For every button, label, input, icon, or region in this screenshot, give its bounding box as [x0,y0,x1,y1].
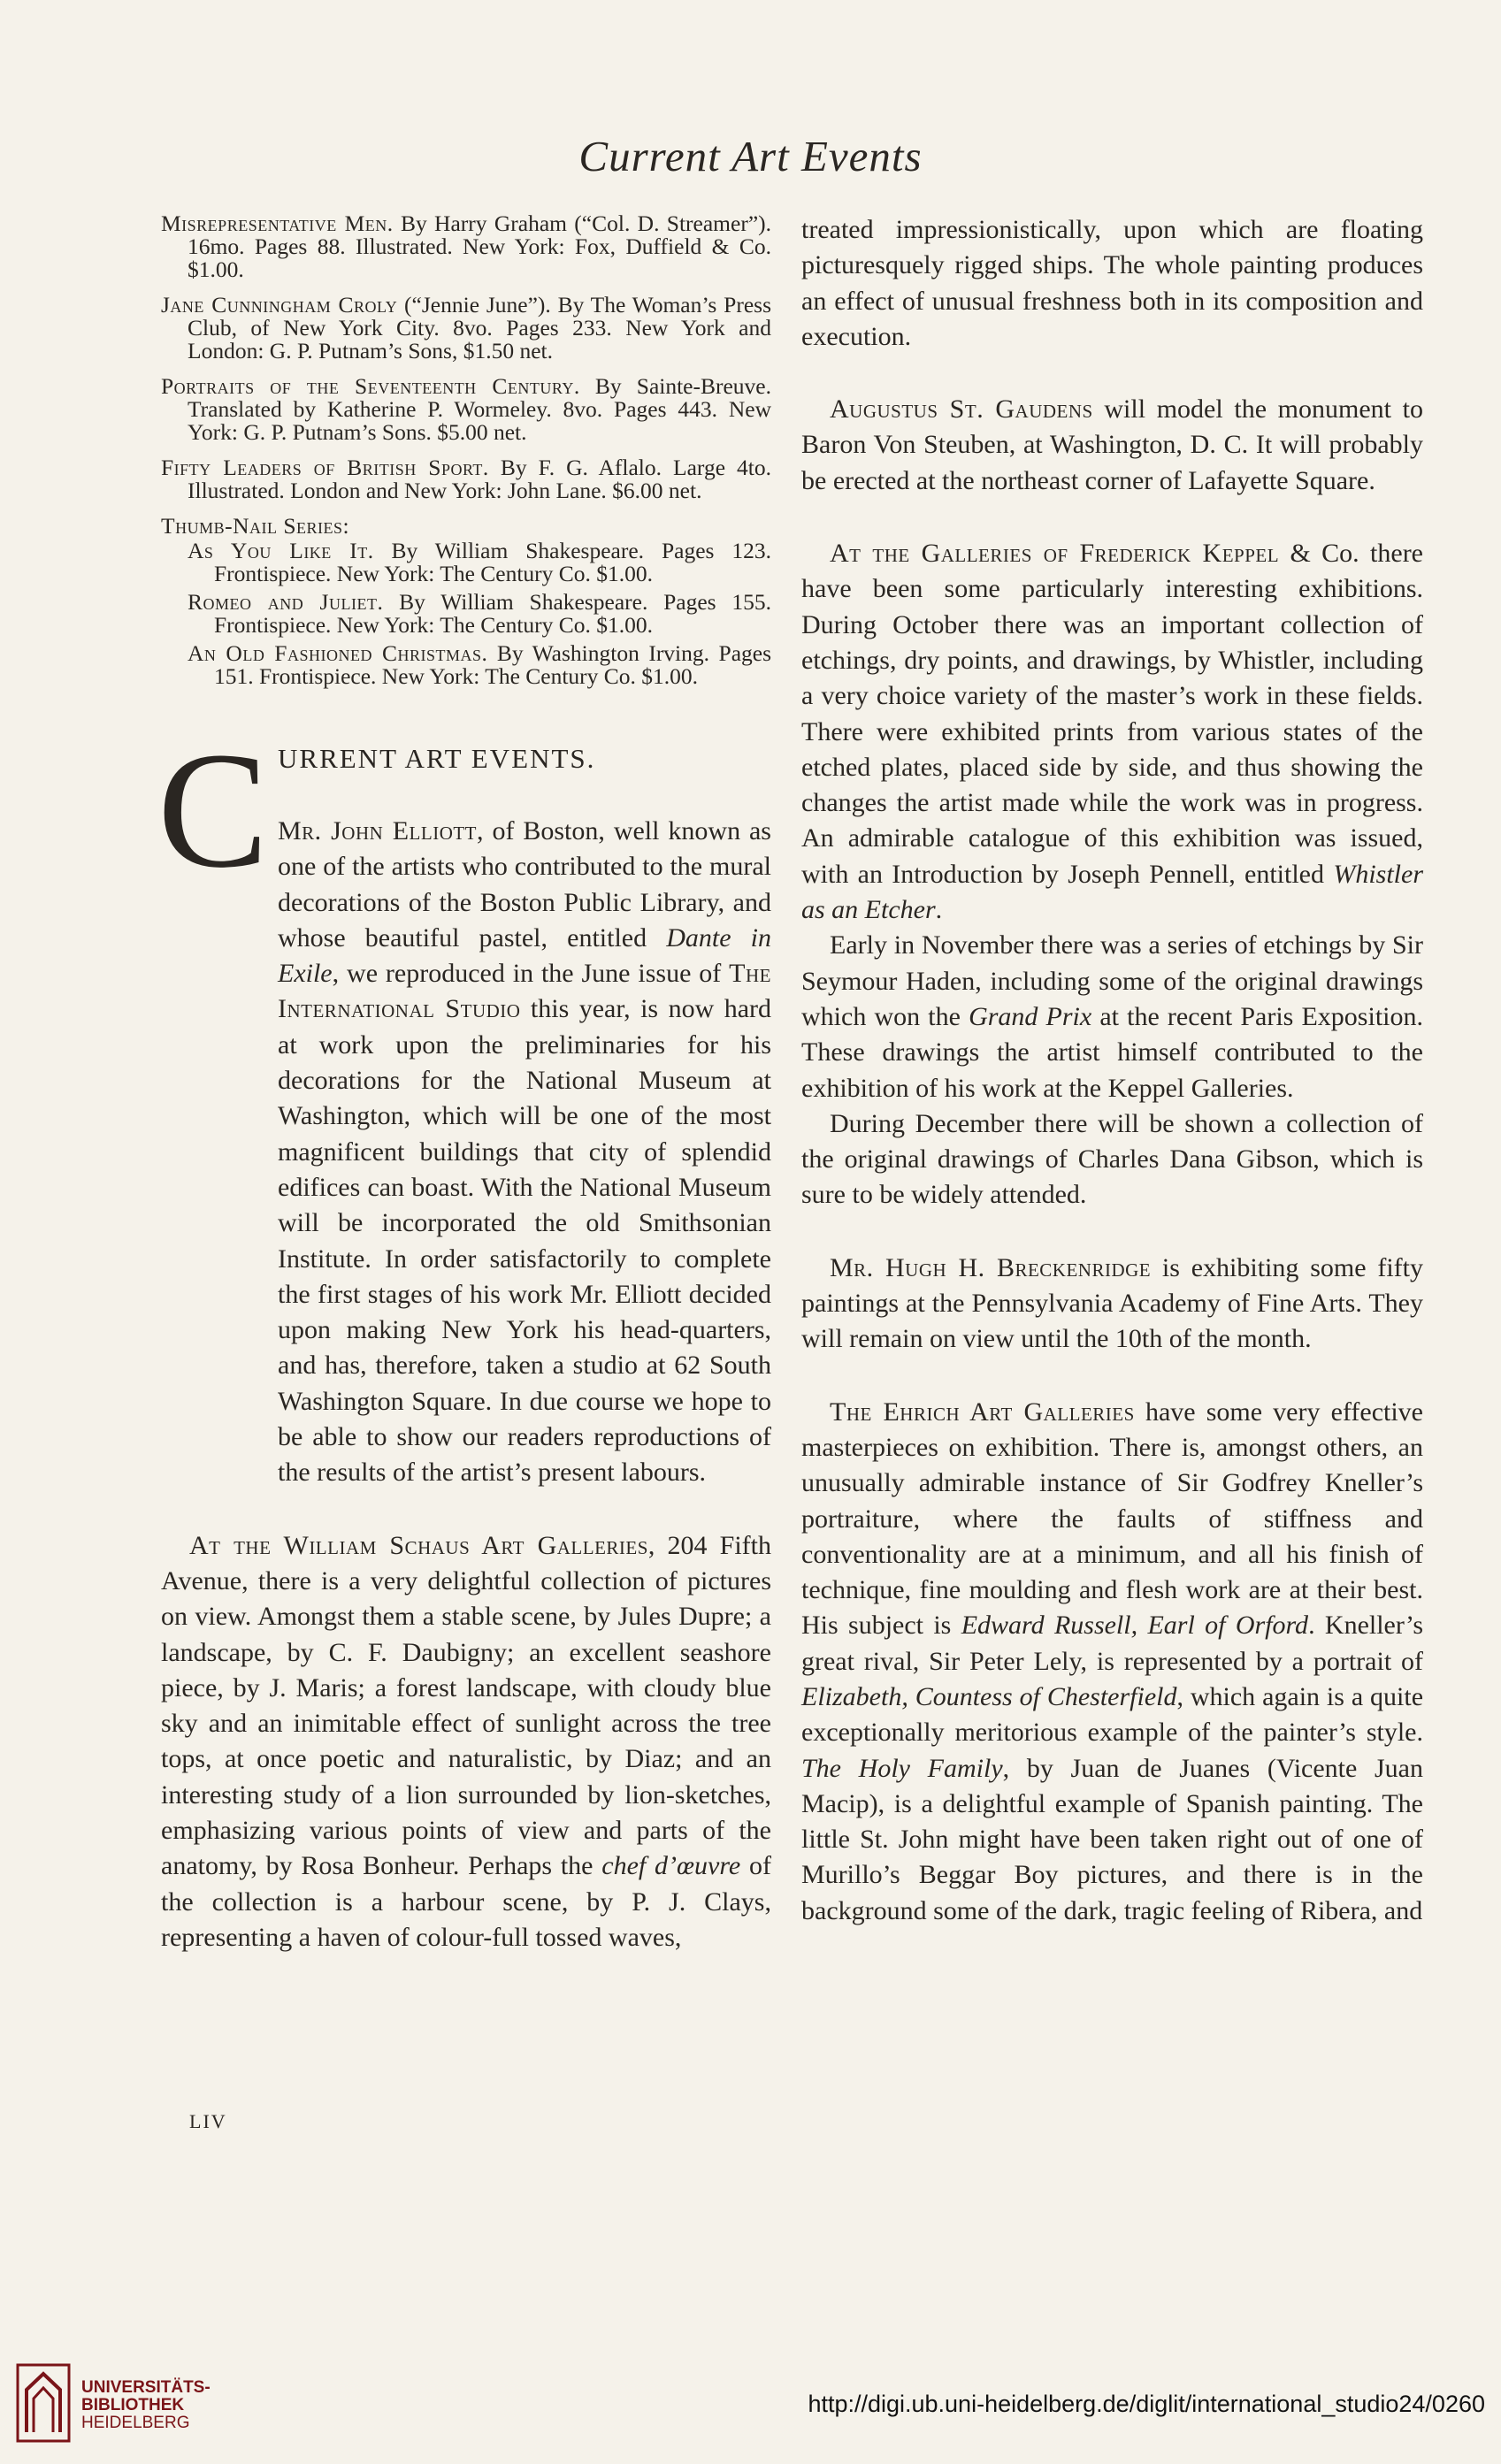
paragraph: During December there will be shown a collection of the original drawings of Charles Dana Gibson, which is sure to be widely attended. [801,1108,1423,1210]
paragraph-text: , of Boston, well known as one of the artists who contributed to the mural decorations of the Boston Public Library, and whose beautiful pastel, entitled [278,816,771,953]
heidelberg-library-logo-icon [16,2363,71,2443]
paragraph-text: , by Juan de Juanes (Vicente Juan Macip), is a delightful example of Spanish painting. The little St. John might have been taken right out of one of Murillo’s Beggar Boy pictures, and there is in the background some of the dark, tragic feeling of Ribera, and [801,1753,1423,1925]
paragraph [801,1395,1423,1929]
paragraph: treated impressionistically, upon which are floating picturesquely rigged ships. The whole painting produces an effect of unusual freshness both in its composition and execution. [801,215,1423,351]
italic-text: Grand Prix [969,1001,1092,1031]
right-column [801,212,1423,1929]
artwork-title: Elizabeth, Countess of Chesterfield [801,1681,1177,1711]
article-elliott [161,814,771,1491]
paragraph-text: will model the monument to Baron Von Steuben, at Washington, D. C. It will probably be erected at the northeast corner of Lafayette Square. [801,394,1424,495]
paragraph-text: is exhibiting some fifty paintings at the Pennsylvania Academy of Fine Arts. They will remain on view until the 10th of the month. [801,1252,1423,1354]
series-book-entry [188,642,771,688]
institution-line: UNIVERSITÄTS- [81,2378,211,2397]
lead-in: At the Galleries of Frederick Keppel [830,539,1280,569]
paragraph-text: , we reproduced in the June issue of [332,959,730,989]
book-title: Misrepresentative Men. [161,210,394,236]
lead-in: Mr. John Elliott [278,816,478,846]
page-number: LIV [189,2110,227,2132]
artwork-title: Dante in Exile [278,922,771,989]
page-title: Current Art Events [578,132,923,180]
left-column [157,210,772,1955]
artwork-title: Edward Russell, Earl of Orford [961,1611,1309,1641]
paragraph-text: & Co. there have been some particularly interesting exhibitions. During October there was an important collection of etchings, dry points, and drawings, by Whistler, including a very choice variety of the master’s work in these fields. There were exhibited prints from various states of the etched plates, placed side by side, and thus showing the changes the artist made while the work was in progress. An admirable catalogue of this exhibition was issued, with an Introduction by Joseph Pennell, entitled [801,539,1423,889]
artwork-title: The Holy Family [801,1753,1003,1783]
book-entry [161,294,771,363]
magazine-name: The International Studio [278,959,771,1024]
book-entry [161,456,771,502]
lead-in: Mr. Hugh H. Breckenridge [830,1252,1152,1282]
lead-in: At the William Schaus Art Galleries [189,1530,648,1560]
institution-name [81,2379,211,2432]
paragraph-text: of the collection is a harbour scene, by P. J. Clays, representing a haven of colour-full tossed waves, [161,1851,771,1952]
paragraph-text: have some very effective masterpieces on exhibition. There is, amongst others, an unusually admirable instance of Sir Godfrey Kneller’s portraiture, where the faults of stiffness and conventionality are at a minimum, and all his finish of technique, fine moulding and flesh work are at their best. His subject is [801,1397,1423,1641]
paragraph-text: , which again is a quite exceptionally meritorious example of the painter’s style. [801,1681,1424,1748]
paragraph [801,536,1423,928]
book-title: As You Like It. [188,538,374,563]
book-title: Fifty Leaders of British Sport. [161,455,489,480]
book-entry [161,375,771,444]
book-title: Whistler as an Etcher [801,859,1423,925]
book-details: (“Jennie June”). By The Woman’s Press Club, of New York City. 8vo. Pages 233. New York and London: G. P. Putnam’s Sons, $1.50 net. [188,292,772,363]
italic-text: chef d’œuvre [601,1851,741,1881]
book-details: By F. G. Aflalo. Large 4to. Illustrated. London and New York: John Lane. $6.00 net. [188,455,771,503]
book-details: By Sainte-Breuve. Translated by Katherine P. Wormeley. 8vo. Pages 443. New York: G. P. Putnam’s Sons. $5.00 net. [188,373,772,445]
series-book-entry [188,591,771,637]
paragraph-text: Early in November there was a series of etchings by Sir Seymour Haden, including some of the original drawings which won the [801,930,1423,1031]
book-title: Portraits of the Seventeenth Century. [161,373,580,399]
paragraph [801,928,1423,1106]
paragraph-text: . Kneller’s great rival, Sir Peter Lely, is represented by a portrait of [801,1611,1423,1676]
paragraph [161,1528,771,1956]
section-heading: URRENT ART EVENTS. [278,743,596,774]
paragraph [161,814,771,1491]
institution-line: HEIDELBERG [81,2414,190,2432]
series-heading: Thumb-Nail Series: [161,513,350,539]
paragraph-text: . [935,895,943,925]
book-details: By Harry Graham (“Col. D. Streamer”). 16mo. Pages 88. Illustrated. New York: Fox, Duffield & Co. $1.00. [188,210,772,282]
paragraph [801,1251,1423,1358]
drop-cap: C [157,717,269,902]
paragraph-text: at the recent Paris Exposition. These drawings the artist himself contributed to the exhibition of his work at the Keppel Galleries. [801,1001,1423,1103]
book-title: Jane Cunningham Croly [161,292,398,318]
book-title: Romeo and Juliet. [188,589,384,615]
institution-line: BIBLIOTHEK [81,2396,185,2414]
series-book-entry [188,539,771,585]
paragraph [801,392,1423,499]
paragraph-text: this year, is now hard at work upon the preliminaries for his decorations for the National Museum at Washington, which will be one of the most magnificent buildings that city of splendid edifices can boast. With the National Museum will be incorporated the old Smithsonian Institute. In order satisfactorily to complete the first stages of his work Mr. Elliott decided upon making New York his head-quarters, and has, therefore, taken a studio at 62 South Washington Square. In due course we hope to be able to show our readers reproductions of the results of the artist’s present labours. [278,994,772,1488]
book-title: An Old Fashioned Christmas. [188,640,488,666]
paragraph-text: , 204 Fifth Avenue, there is a very delightful collection of pictures on view. Amongst them a stable scene, by Jules Dupre; a landscape, by C. F. Daubigny; an excellent seashore piece, by J. Maris; a forest landscape, with cloudy blue sky and an inimitable effect of sunlight across the tree tops, at once poetic and naturalistic, by Diaz; and an interesting study of a lion surrounded by lion-sketches, emphasizing various points of view and parts of the anatomy, by Rosa Bonheur. Perhaps the [161,1530,771,1881]
book-details: By William Shakespeare. Pages 155. Frontispiece. New York: The Century Co. $1.00. [214,589,771,638]
book-list [161,212,771,688]
book-details: By William Shakespeare. Pages 123. Frontispiece. New York: The Century Co. $1.00. [214,538,771,586]
source-url-link[interactable]: http://digi.ub.uni-heidelberg.de/diglit/international_studio24/0260 [808,2391,1485,2417]
lead-in: Augustus St. Gaudens [830,394,1093,425]
book-details: By Washington Irving. Pages 151. Frontispiece. New York: The Century Co. $1.00. [214,640,772,689]
lead-in: The Ehrich Art Galleries [830,1397,1135,1427]
book-entry [161,212,771,281]
